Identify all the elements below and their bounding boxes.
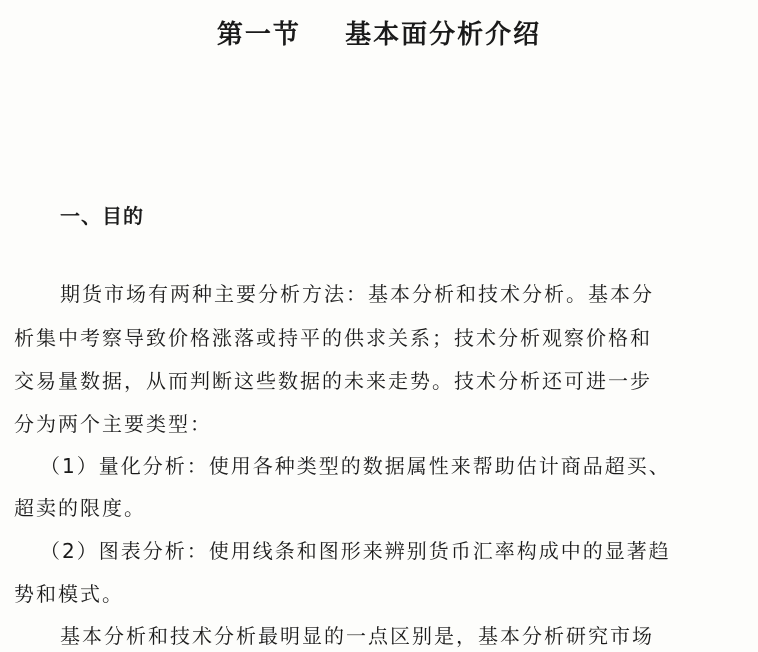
paragraph-line: 基本分析和技术分析最明显的一点区别是，基本分析研究市场 — [60, 624, 654, 648]
list-item: （2）图表分析：使用线条和图形来辨别货币汇率构成中的显著趋 — [40, 539, 671, 563]
paragraph-line: 交易量数据，从而判断这些数据的未来走势。技术分析还可进一步 — [14, 369, 652, 393]
paragraph-line: 分为两个主要类型： — [14, 412, 212, 436]
paragraph-line: 析集中考察导致价格涨落或持平的供求关系；技术分析观察价格和 — [14, 326, 652, 350]
section-title: 第一节 基本面分析介绍 — [216, 20, 542, 50]
list-item: （1）量化分析：使用各种类型的数据属性来帮助估计商品超买、 — [40, 454, 671, 478]
subsection-heading: 一、目的 — [60, 204, 144, 228]
paragraph-line: 期货市场有两种主要分析方法：基本分析和技术分析。基本分 — [60, 282, 654, 306]
paragraph-line: 超卖的限度。 — [14, 496, 146, 520]
paragraph-line: 势和模式。 — [14, 582, 124, 606]
